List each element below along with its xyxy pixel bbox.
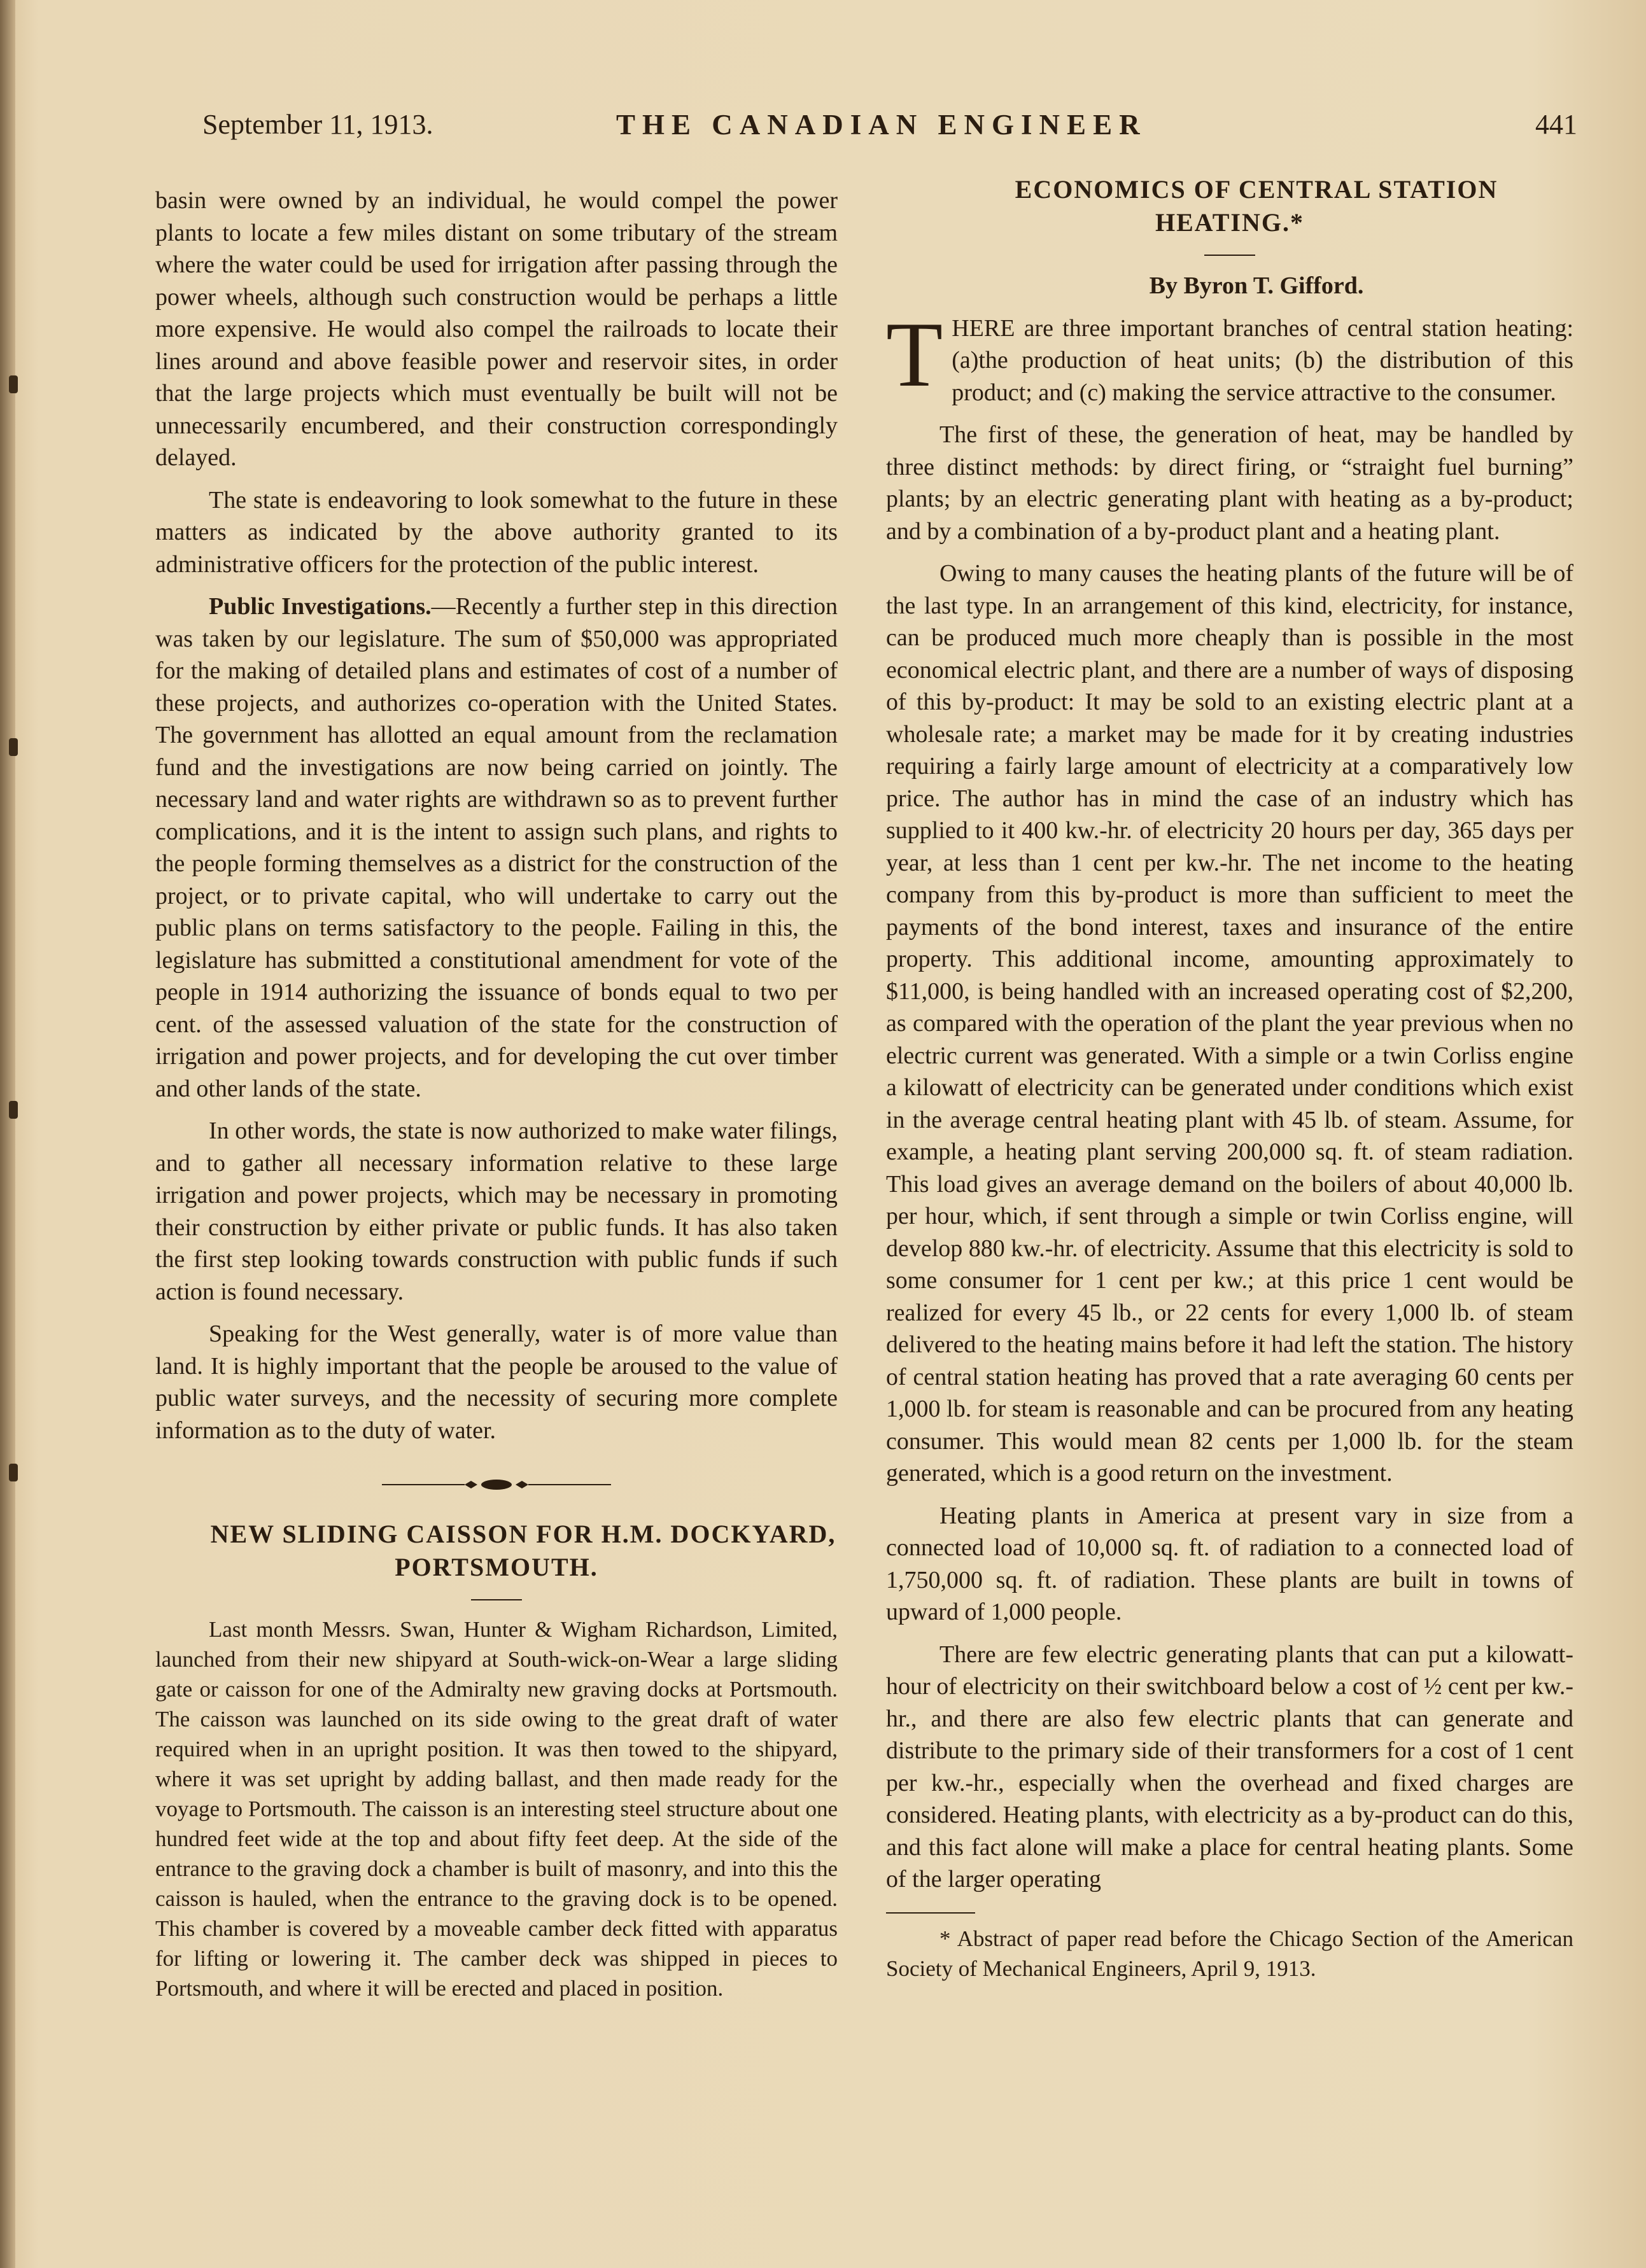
paragraph: The first of these, the generation of heat, may be handled by three distinct methods: by direct firing, or “straight fuel burning” plants; by an electric generating plant with heating as a by-product; and by a combination of a by-product plant and a heating plant. xyxy=(886,421,1573,545)
paragraph: Last month Messrs. Swan, Hunter & Wigham Richardson, Limited, launched from their new shipyard at South-wick-on-Wear a large sliding gate or caisson for one of the Admiralty new graving docks at Portsmouth. The caisson was launched on its side owing to the great draft of water required when in an upright position. It was then towed to the shipyard, where it was set upright by adding ballast, and then made ready for the voyage to Portsmouth. The caisson is an interesting steel structure about one hundred feet wide at the top and about fifty feet deep. At the side of the entrance to the graving dock a chamber is built of masonry, and into this the caisson is hauled, when the entrance to the graving dock is to be opened. This chamber is covered by a moveable camber deck fitted with apparatus for lifting or lowering it. The camber deck was shipped in pieces to Portsmouth, and where it will be erected and placed in position. xyxy=(155,1617,838,2001)
paragraph: In other words, the state is now authorized to make water filings, and to gather all necessary information relative to these large irrigation and power projects, which may be necessary in promoting their construction by either private or public funds. It has also taken the first step looking towards construction with public funds if such action is found necessary. xyxy=(155,1117,838,1305)
ornament-divider xyxy=(382,1477,611,1492)
page-number: 441 xyxy=(1535,109,1577,140)
paragraph: Speaking for the West generally, water is of more value than land. It is highly important that the people be aroused to the value of public water surveys, and the necessity of securing more complete information as to the duty of water. xyxy=(155,1320,838,1444)
margin-mark xyxy=(9,1464,18,1481)
paragraph: basin were owned by an individual, he would compel the power plants to locate a few miles distant on some tributary of the stream where the water could be used for irrigation after passing through the power wheels, although such construction would be perhaps a little more expensive. He would also compel the railroads to locate their lines around and above feasible power and reservoir sites, in order that the large projects which must eventually be built will not be unnecessarily encumbered, and their construction correspondingly delayed. xyxy=(155,187,838,471)
margin-mark xyxy=(9,375,18,393)
byline: By Byron T. Gifford. xyxy=(1149,272,1364,299)
margin-mark xyxy=(9,1101,18,1119)
title-rule xyxy=(471,1599,522,1600)
paragraph: Heating plants in America at present vary in size from a connected load of 10,000 sq. ft. of radiation to a connected load of 1,750,000 sq. ft. of radiation. These plants are built in towns of upward of 1,000 people. xyxy=(886,1502,1573,1625)
running-header xyxy=(202,108,1577,146)
drop-cap: T xyxy=(886,302,943,406)
run-in-heading: Public Investigations. xyxy=(209,593,432,620)
margin-mark xyxy=(9,738,18,756)
paragraph: The state is endeavoring to look somewhat to the future in these matters as indicated by the above authority granted to its administrative officers for the protection of the public interest. xyxy=(155,486,838,578)
paragraph: Owing to many causes the heating plants of the future will be of the last type. In an arrangement of this kind, electricity, for instance, can be produced much more cheaply than is possible in the most economical electric plant, and there are a number of ways of disposing of this by-product: It may be sold to an existing electric plant at a wholesale rate; a market may be made for it by creating industries requiring a fairly large amount of electricity at a comparatively low price. The author has in mind the case of an industry which has supplied to it 400 kw.-hr. of electricity 20 hours per day, 365 days per year, at less than 1 cent per kw.-hr. The net income to the heating company from this by-product is more than sufficient to meet the payments of the bond interest, taxes and insurance of the entire property. This additional income, amounting approximately to $11,000, is being handled with an increased operating cost of $2,200, as compared with the operation of the plant the year previous when no electric current was generated. With a simple or a twin Corliss engine a kilowatt of electricity can be generated under conditions which exist in the average central heating plant with 45 lb. of steam. Assume, for example, a heating plant serving 200,000 sq. ft. of steam radiation. This load gives an average demand on the boilers of about 40,000 lb. per hour, which, if sent through a simple or twin Corliss engine, will develop 880 kw.-hr. of electricity. Assume that this electricity is sold to some consumer for 1 cent per kw.; at this price 1 cent would be realized for every 45 lb., or 22 cents for every 1,000 lb. of steam delivered to the heating mains before it had left the station. The history of central station heating has proved that a rate averaging 60 cents per 1,000 lb. for steam is reasonable and can be procured from any heating consumer. This would mean 82 cents per 1,000 lb. for the steam generated, which is a good return on the investment. xyxy=(886,560,1573,1487)
left-column xyxy=(155,185,838,2013)
paragraph xyxy=(886,302,1573,409)
footnote-text: * Abstract of paper read before the Chicago Section of the American Society of Mechanical Engineers, April 9, 1913. xyxy=(886,1926,1573,1981)
footnote xyxy=(886,1924,1573,1984)
paragraph-text: HERE are three important branches of central station heating: (a)the production of heat units; (b) the distribution of this product; and (c) making the service attractive to the consumer. xyxy=(952,314,1573,406)
paragraph xyxy=(155,591,838,1105)
paragraph-text: —Recently a further step in this direction was taken by our legislature. The sum of $50,000 was appropriated for the making of detailed plans and estimates of cost of a number of these projects, and authorizes co-operation with the United States. The government has allotted an equal amount from the reclamation fund and the investigations are now being carried on jointly. The necessary land and water rights are withdrawn so as to prevent further complications, and it is the intent to assign such plans, and rights to the people forming themselves as a district for the construction of the project, or to private capital, who will undertake to carry out the public plans on terms satisfactory to the people. Failing in this, the legislature has submitted a constitutional amendment for vote of the people in 1914 authorizing the issuance of bonds equal to two per cent. of the assessed valuation of the state for the construction of irrigation and power projects, and for developing the cut over timber and other lands of the state. xyxy=(155,593,838,1102)
header-date: September 11, 1913. xyxy=(202,109,433,140)
right-column xyxy=(886,173,1573,1994)
paragraph: There are few electric generating plants that can put a kilowatt-hour of electricity on their switchboard below a cost of ½ cent per kw.-hr., and there are also few electric plants that can generate and distribute to the primary side of their transformers for a cost of 1 cent per kw.-hr., especially when the overhead and fixed charges are considered. Heating plants, with electricity as a by-product can do this, and this fact alone will make a place for central heating plants. Some of the larger operating xyxy=(886,1641,1573,1893)
title-rule xyxy=(1204,255,1255,256)
footnote-rule xyxy=(886,1912,975,1914)
article-title: NEW SLIDING CAISSON FOR H.M. DOCKYARD, PORTSMOUTH. xyxy=(210,1520,836,1581)
article-title: ECONOMICS OF CENTRAL STATION HEATING.* xyxy=(1015,175,1498,237)
journal-title: THE CANADIAN ENGINEER xyxy=(616,109,1147,141)
binding-edge xyxy=(0,0,15,2268)
